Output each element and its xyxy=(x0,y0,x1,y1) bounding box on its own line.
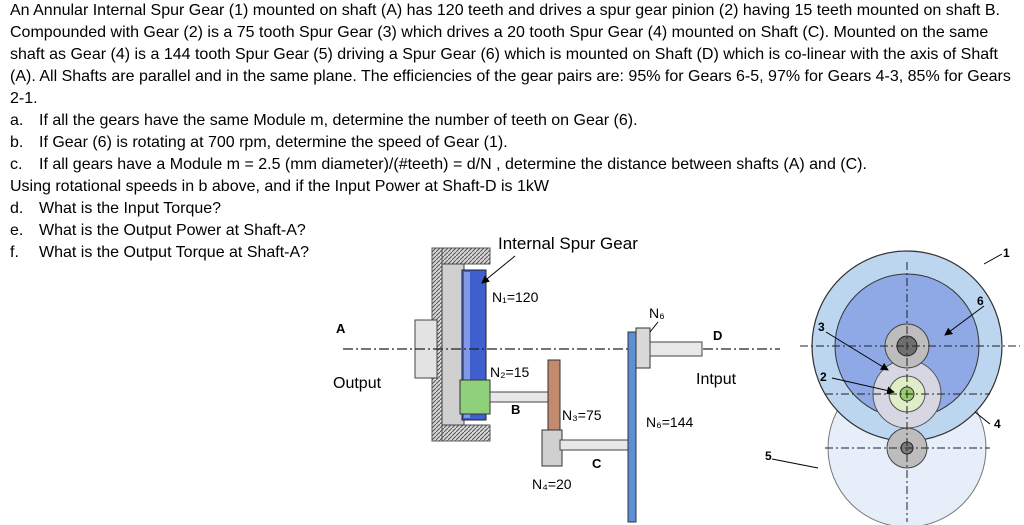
end-label-2: 2 xyxy=(820,370,827,384)
gear-3 xyxy=(548,360,560,436)
gear-4 xyxy=(542,430,562,466)
leader-5 xyxy=(772,459,818,468)
problem-intro: An Annular Internal Spur Gear (1) mounted on shaft (A) has 120 teeth and drives a spur gear pinion (2) having 15 teeth mounted on shaft B. Compounded with Gear (2) is a 75 tooth Spur Gear (3) which drives a 20 tooth Spur Gear (4) mounted on Shaft (C). Mounted on the same shaft as Gear (4) is a 144 tooth Spur Gear (5) driving a Spur Gear (6) which is mounted on Shaft (D) which is co-linear with the axis of Shaft (A). All Shafts are parallel and in the same plane. The efficiencies of the gear pairs are: 95% for Gears 6-5, 97% for Gears 4-3, 85% for Gears 2-1. xyxy=(10,2,1011,107)
label-N1: N₁=120 xyxy=(492,289,539,305)
label-N3: N₃=75 xyxy=(562,407,602,423)
label-A: A xyxy=(336,321,346,336)
problem-transition: Using rotational speeds in b above, and if the Input Power at Shaft-D is 1kW xyxy=(10,178,549,195)
label-B: B xyxy=(511,402,521,417)
end-view xyxy=(765,246,1020,525)
leader-1 xyxy=(984,254,1002,264)
part-e-text: What is the Output Power at Shaft-A? xyxy=(39,222,306,239)
end-label-4: 4 xyxy=(994,417,1001,431)
label-D: D xyxy=(713,328,723,343)
end-label-5: 5 xyxy=(765,449,772,463)
side-title: Internal Spur Gear xyxy=(498,234,638,253)
shaft-D xyxy=(650,342,702,356)
part-c-marker: c. xyxy=(10,156,23,173)
end-label-3: 3 xyxy=(818,320,825,334)
label-C: C xyxy=(592,456,602,471)
N6-leader xyxy=(650,322,658,332)
side-view xyxy=(333,234,780,522)
label-output: Output xyxy=(333,375,382,392)
gear-2 xyxy=(460,380,490,414)
gear-5 xyxy=(628,332,636,522)
part-f-marker: f. xyxy=(10,244,19,261)
end-label-1: 1 xyxy=(1003,246,1010,260)
gear-6 xyxy=(636,328,650,368)
label-input: Intput xyxy=(696,371,737,388)
part-b-text: If Gear (6) is rotating at 700 rpm, determine the speed of Gear (1). xyxy=(39,134,508,151)
label-N6: N₆ xyxy=(649,305,665,321)
label-N5: N₆=144 xyxy=(646,414,694,430)
label-N2: N₂=15 xyxy=(490,364,530,380)
part-d-text: What is the Input Torque? xyxy=(39,200,222,217)
part-e-marker: e. xyxy=(10,222,24,239)
shaft-C xyxy=(560,440,630,450)
part-d-marker: d. xyxy=(10,200,24,217)
part-a-marker: a. xyxy=(10,112,24,129)
part-f-text: What is the Output Torque at Shaft-A? xyxy=(39,244,310,261)
shaft-B xyxy=(490,392,550,402)
part-b-marker: b. xyxy=(10,134,24,151)
label-N4: N₄=20 xyxy=(532,476,572,492)
part-a-text: If all the gears have the same Module m, determine the number of teeth on Gear (6). xyxy=(39,112,638,129)
end-label-6: 6 xyxy=(977,294,984,308)
part-c-text: If all gears have a Module m = 2.5 (mm diameter)/(#teeth) = d/N , determine the distance between shafts (A) and (C). xyxy=(39,156,867,173)
